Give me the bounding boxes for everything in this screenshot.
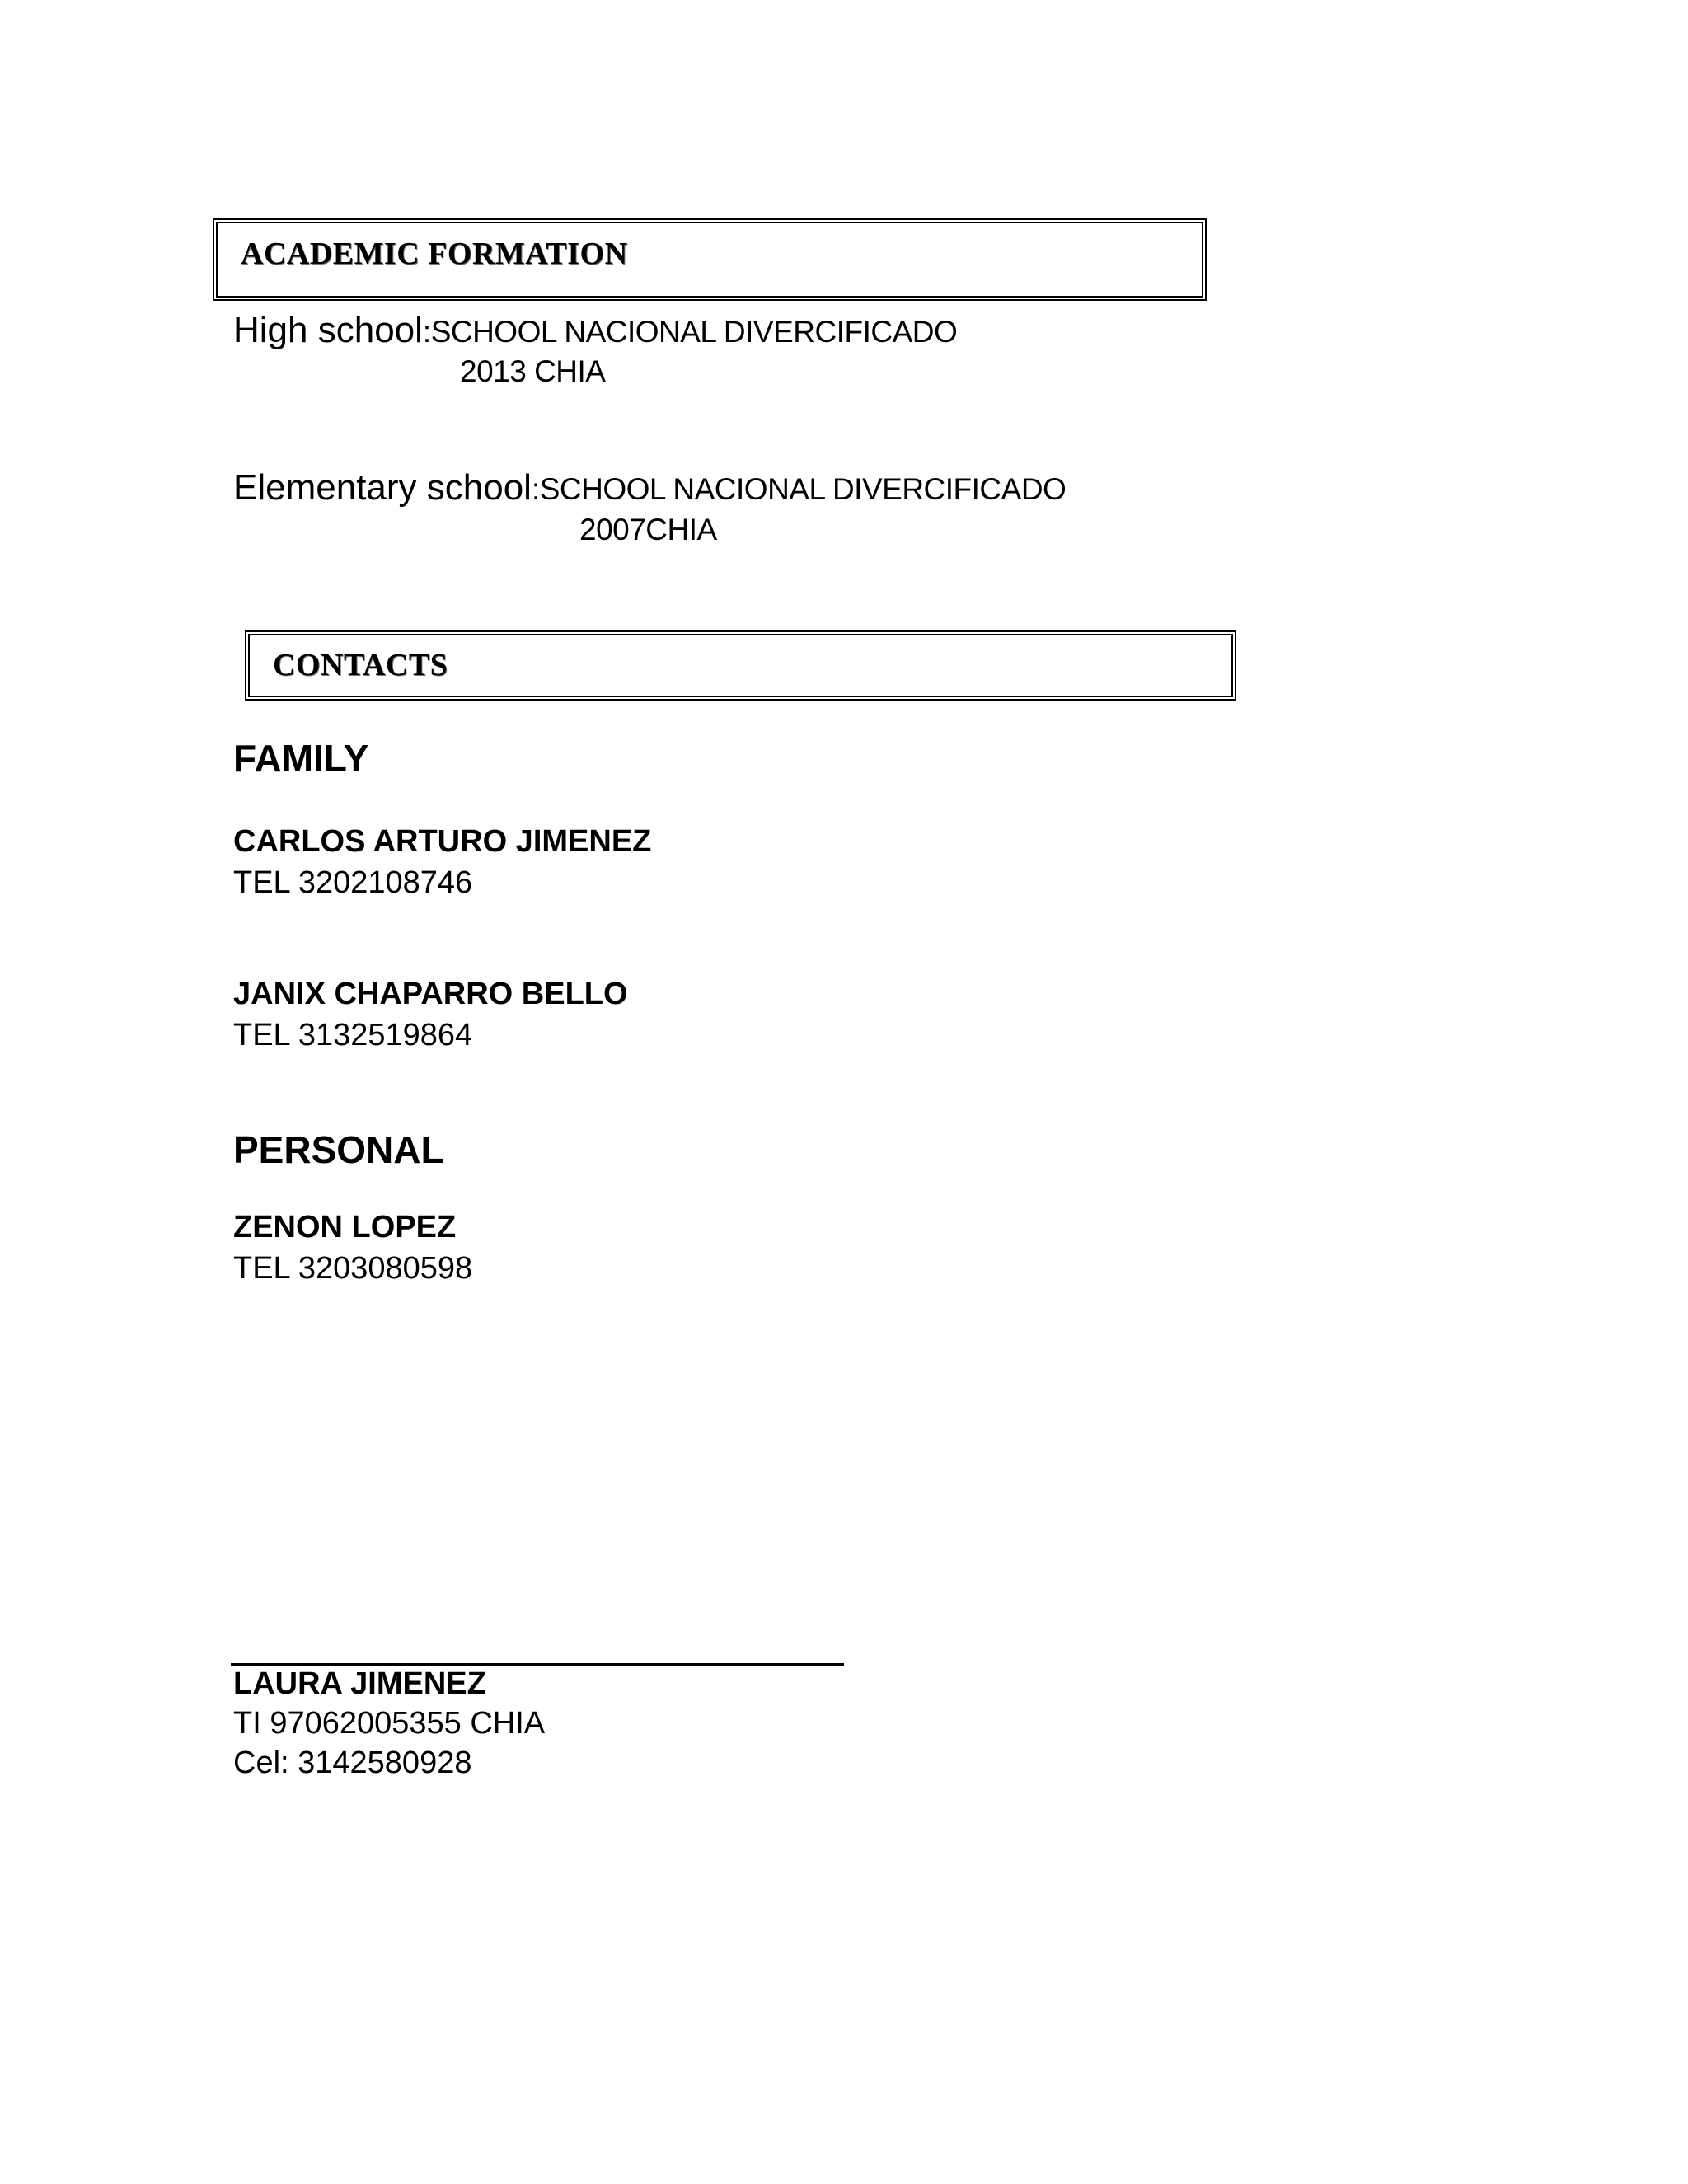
personal-heading: PERSONAL <box>233 1128 444 1171</box>
elementary-school-separator: : <box>531 472 540 506</box>
contacts-title: CONTACTS <box>273 648 448 682</box>
signature-name: LAURA JIMENEZ <box>233 1666 486 1701</box>
family-contact-tel-1: TEL 3202108746 <box>233 865 473 900</box>
high-school-separator: : <box>422 315 431 349</box>
elementary-school-label: Elementary school <box>233 467 532 508</box>
signature-cell: Cel: 3142580928 <box>233 1746 472 1780</box>
personal-contact-name-1: ZENON LOPEZ <box>233 1210 457 1244</box>
high-school-year-place: 2013 CHIA <box>460 354 606 388</box>
elementary-school-year-place: 2007CHIA <box>579 513 717 546</box>
family-contact-name-1: CARLOS ARTURO JIMENEZ <box>233 824 652 859</box>
signature-line <box>231 1663 844 1666</box>
family-contact-tel-2: TEL 3132519864 <box>233 1018 473 1052</box>
high-school-name: SCHOOL NACIONAL DIVERCIFICADO <box>430 315 958 349</box>
elementary-school-name: SCHOOL NACIONAL DIVERCIFICADO <box>539 472 1067 506</box>
high-school-entry <box>233 310 957 351</box>
high-school-label: High school <box>233 310 423 350</box>
personal-contact-tel-1: TEL 3203080598 <box>233 1251 473 1286</box>
academic-formation-title: ACADEMIC FORMATION <box>241 237 628 271</box>
family-contact-name-2: JANIX CHAPARRO BELLO <box>233 977 628 1011</box>
elementary-school-entry <box>233 467 1066 509</box>
family-heading: FAMILY <box>233 737 369 780</box>
signature-id: TI 97062005355 CHIA <box>233 1706 546 1741</box>
